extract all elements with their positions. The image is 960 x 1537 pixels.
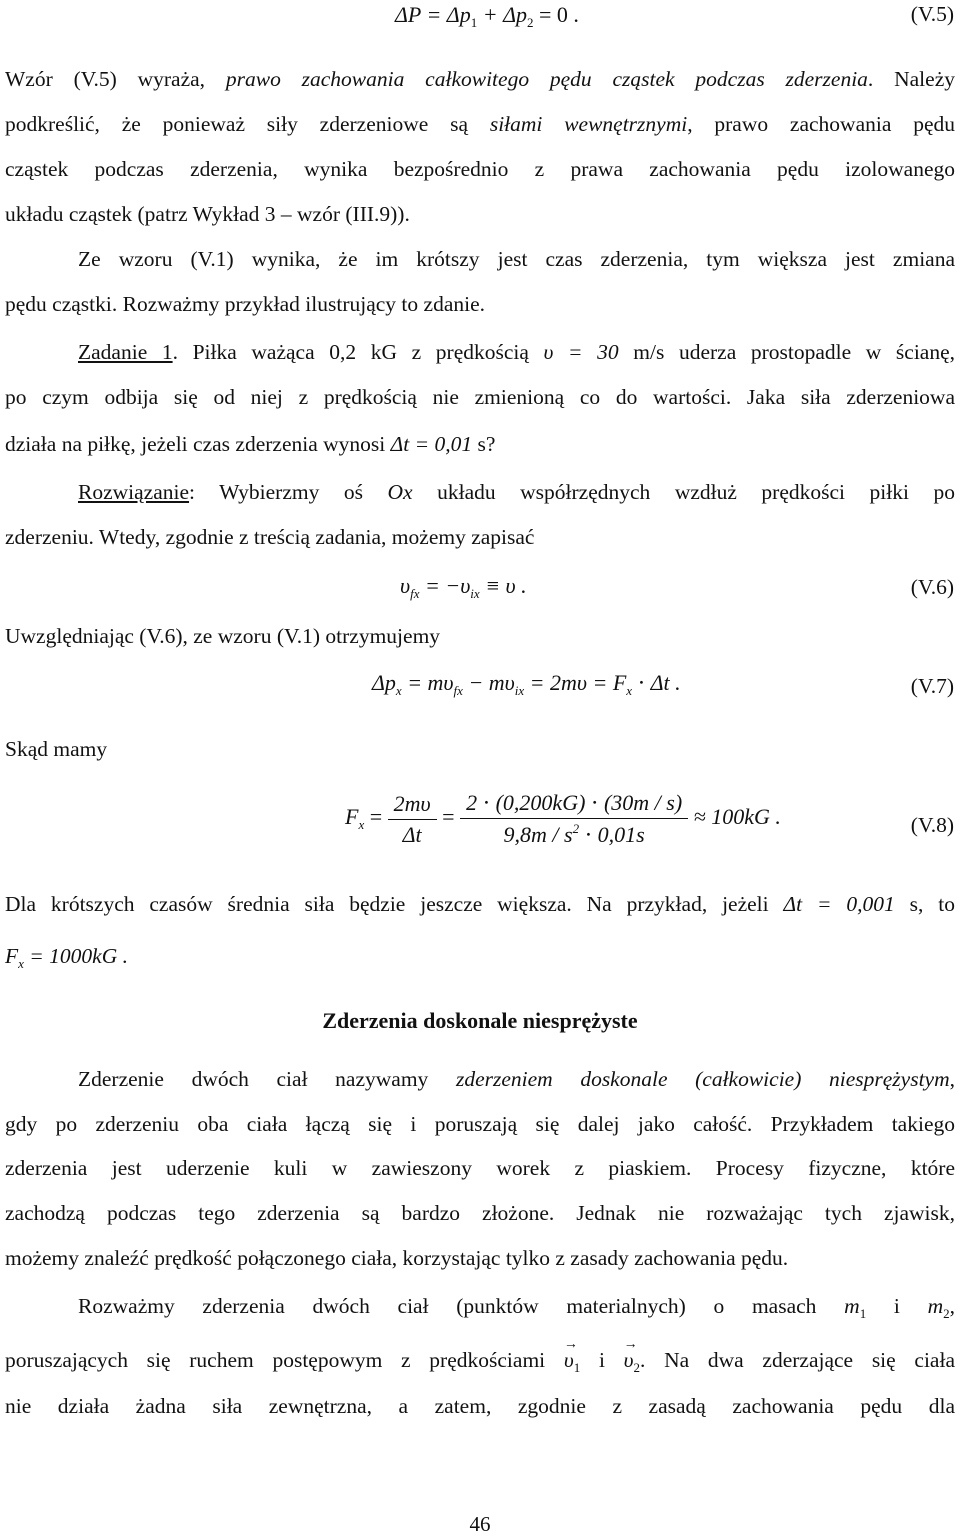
- task-line: działa na piłkę, jeżeli czas zderzenia wynosi Δt = 0,01 s?: [5, 432, 496, 456]
- equation-v7: $\Delta p_x = m\upsilon_{fx} - m\upsilon_{ix} = 2m\upsilon = F_x \cdot \Delta t$ .: [372, 670, 681, 698]
- task-label: Zadanie 1: [78, 340, 173, 364]
- fraction-1: $\frac{2m\upsilon}{\Delta t}$: [388, 791, 437, 848]
- solution-line: Rozwiązanie: Wybierzmy oś Ox układu współrzędnych wzdłuż prędkości piłki po: [78, 480, 955, 504]
- paragraph-line: pędu cząstki. Rozważmy przykład ilustrujący to zdanie.: [5, 292, 486, 316]
- paragraph-line: Rozważmy zderzenia dwóch ciał (punktów materialnych) o masach $m_1$ i $m_2$,: [78, 1294, 955, 1321]
- solution-label: Rozwiązanie: [78, 480, 190, 504]
- equation-number-v7: (V.7): [910, 674, 954, 698]
- task-line: Zadanie 1. Piłka ważąca 0,2 kG z prędkością υ = 30 m/s uderza prostopadle w ścianę,: [78, 340, 955, 364]
- paragraph-line: zachodzą podczas tego zderzenia są bardzo złożone. Jednak nie rozważając tych zjawisk,: [5, 1201, 955, 1225]
- fraction-2: $\frac{2 \cdot (0,200kG) \cdot (30m / s)}{9,8m / s^2 \cdot 0,01s}$: [460, 790, 688, 848]
- paragraph-line: nie działa żadna siła zewnętrzna, a zatem, zgodnie z zasadą zachowania pędu dla: [5, 1394, 955, 1418]
- equation-v5: $\Delta P = \Delta p_1 + \Delta p_2 = 0$ .: [395, 2, 579, 30]
- paragraph-line: Ze wzoru (V.1) wynika, że im krótszy jest czas zderzenia, tym większa jest zmiana: [78, 247, 955, 271]
- paragraph-line: cząstek podczas zderzenia, wynika bezpośrednio z prawa zachowania pędu izolowanego: [5, 157, 955, 181]
- paragraph-line: gdy po zderzeniu oba ciała łączą się i poruszają się dalej jako całość. Przykładem takiego: [5, 1112, 955, 1136]
- equation-number-v5: (V.5): [910, 2, 954, 26]
- paragraph-line: Skąd mamy: [5, 737, 108, 761]
- paragraph-line: podkreślić, że ponieważ siły zderzeniowe są siłami wewnętrznymi, prawo zachowania pędu: [5, 112, 955, 136]
- paragraph-line: zderzenia jest uderzenie kuli w zawieszony worek z piaskiem. Procesy fizyczne, które: [5, 1156, 955, 1180]
- paragraph-line: Dla krótszych czasów średnia siła będzie jeszcze większa. Na przykład, jeżeli Δt = 0,001 s, to: [5, 892, 955, 916]
- equation-number-v8: (V.8): [910, 813, 954, 837]
- paragraph-line: Uwzględniając (V.6), ze wzoru (V.1) otrzymujemy: [5, 624, 441, 648]
- section-heading: Zderzenia doskonale niesprężyste: [322, 1008, 638, 1033]
- equation-v6: $\upsilon_{fx} = -\upsilon_{ix} \equiv \upsilon$ .: [400, 573, 527, 601]
- task-line: po czym odbija się od niej z prędkością nie zmienioną co do wartości. Jaka siła zderzeniowa: [5, 385, 955, 409]
- paragraph-line: układu cząstek (patrz Wykład 3 – wzór (III.9)).: [5, 202, 410, 226]
- equation-number-v6: (V.6): [910, 575, 954, 599]
- equation-v8: $F_x$ = $\frac{2m\upsilon}{\Delta t}$ = $\frac{2 \cdot (0,200kG) \cdot (30m / s)}{9,8m / s^2 \cdot 0,01s}$ ≈ 100kG .: [345, 790, 781, 847]
- solution-line: zderzeniu. Wtedy, zgodnie z treścią zadania, możemy zapisać: [5, 525, 535, 549]
- page-number: 46: [469, 1512, 491, 1536]
- paragraph-line: $F_x = 1000kG$ .: [5, 944, 128, 971]
- paragraph-line: możemy znaleźć prędkość połączonego ciała, korzystając tylko z zasady zachowania pędu.: [5, 1246, 789, 1270]
- paragraph-line: poruszających się ruchem postępowym z prędkościami → $\upsilon_1$ $i \to \upsilon_2$. Na dwa zderzające się ciała: [5, 1346, 955, 1382]
- paragraph-line: Wzór (V.5) wyraża, prawo zachowania całkowitego pędu cząstek podczas zderzenia. Należy: [5, 67, 955, 91]
- paragraph-line: Zderzenie dwóch ciał nazywamy zderzeniem doskonale (całkowicie) niesprężystym,: [78, 1067, 955, 1091]
